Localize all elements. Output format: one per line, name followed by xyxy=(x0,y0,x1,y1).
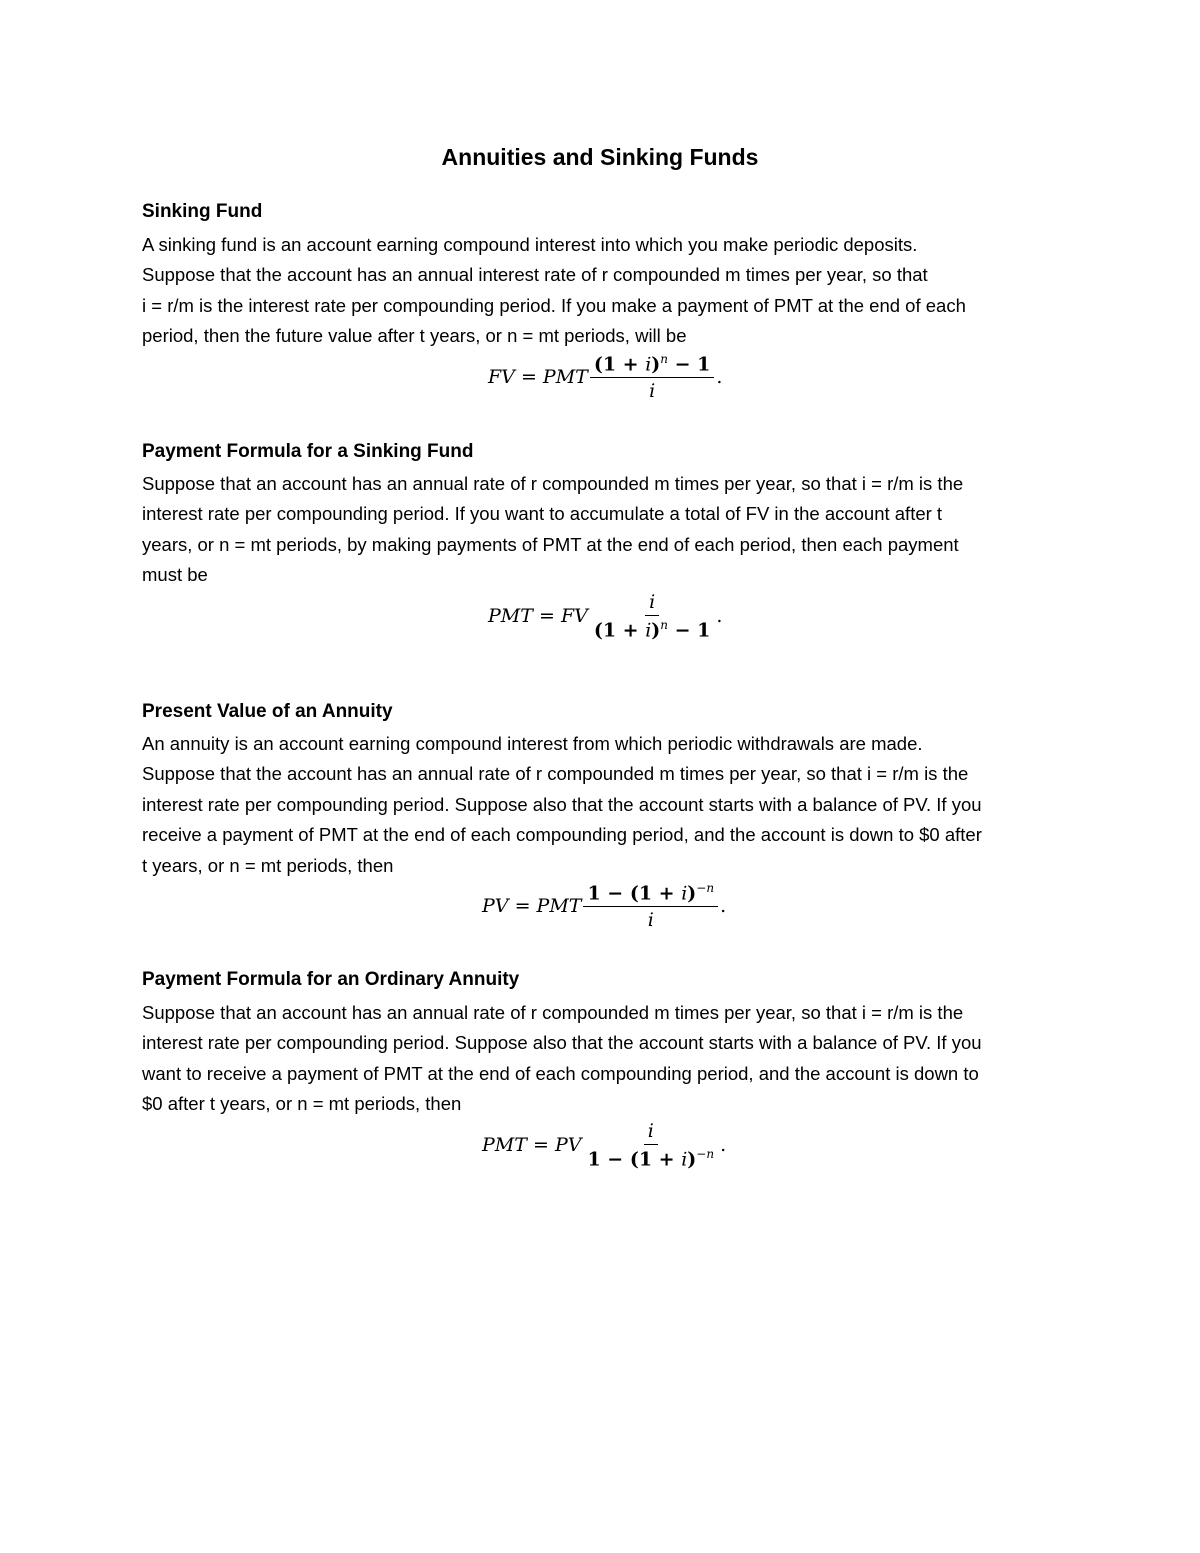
paragraph-line: t years, or n = mt periods, then xyxy=(142,855,394,876)
paragraph-line: Suppose that an account has an annual rate of r compounded m times per year, so that i = r/m is the xyxy=(142,1002,964,1023)
paragraph-line: Suppose that the account has an annual interest rate of r compounded m times per year, so that xyxy=(142,264,928,285)
paragraph-line: period, then the future value after t years, or n = mt periods, will be xyxy=(142,325,687,346)
paragraph-line: interest rate per compounding period. If you want to accumulate a total of FV in the account after t xyxy=(142,503,943,524)
paragraph-line: Suppose that the account has an annual rate of r compounded m times per year, so that i = r/m is the xyxy=(142,763,969,784)
section-heading-sinking-fund: Sinking Fund xyxy=(142,201,263,222)
formula-present-value: PV = PMT $\frac{1 - (1 + i)^{-n}}{i}$ . xyxy=(482,881,727,932)
formula-future-value: FV = PMT $\frac{(1 + i)^n - 1}{i}$ . xyxy=(488,352,723,403)
section-heading-ordinary-annuity: Payment Formula for an Ordinary Annuity xyxy=(142,969,520,990)
formula-sinking-fund-payment: PMT = FV $\frac{i}{(1 + i)^n - 1}$ . xyxy=(488,591,723,642)
paragraph-line: A sinking fund is an account earning compound interest into which you make periodic deposits. xyxy=(142,234,918,255)
paragraph-line: want to receive a payment of PMT at the end of each compounding period, and the account is down to xyxy=(142,1063,979,1084)
paragraph-line: $0 after t years, or n = mt periods, then xyxy=(142,1093,462,1114)
paragraph-line: interest rate per compounding period. Suppose also that the account starts with a balance of PV. If you xyxy=(142,1032,982,1053)
paragraph-line: must be xyxy=(142,564,208,585)
paragraph-line: interest rate per compounding period. Suppose also that the account starts with a balance of PV. If you xyxy=(142,794,982,815)
page-title: Annuities and Sinking Funds xyxy=(441,144,759,170)
section-heading-present-value: Present Value of an Annuity xyxy=(142,701,393,722)
paragraph-line: i = r/m is the interest rate per compounding period. If you make a payment of PMT at the end of each xyxy=(142,295,966,316)
paragraph-line: An annuity is an account earning compound interest from which periodic withdrawals are made. xyxy=(142,733,923,754)
paragraph-line: Suppose that an account has an annual rate of r compounded m times per year, so that i = r/m is the xyxy=(142,473,964,494)
section-heading-payment-sinking-fund: Payment Formula for a Sinking Fund xyxy=(142,441,474,462)
paragraph-line: receive a payment of PMT at the end of each compounding period, and the account is down to $0 after xyxy=(142,824,982,845)
paragraph-line: years, or n = mt periods, by making payments of PMT at the end of each period, then each payment xyxy=(142,534,959,555)
formula-ordinary-annuity-payment: PMT = PV $\frac{i}{1 - (1 + i)^{-n}}$ . xyxy=(482,1120,727,1171)
